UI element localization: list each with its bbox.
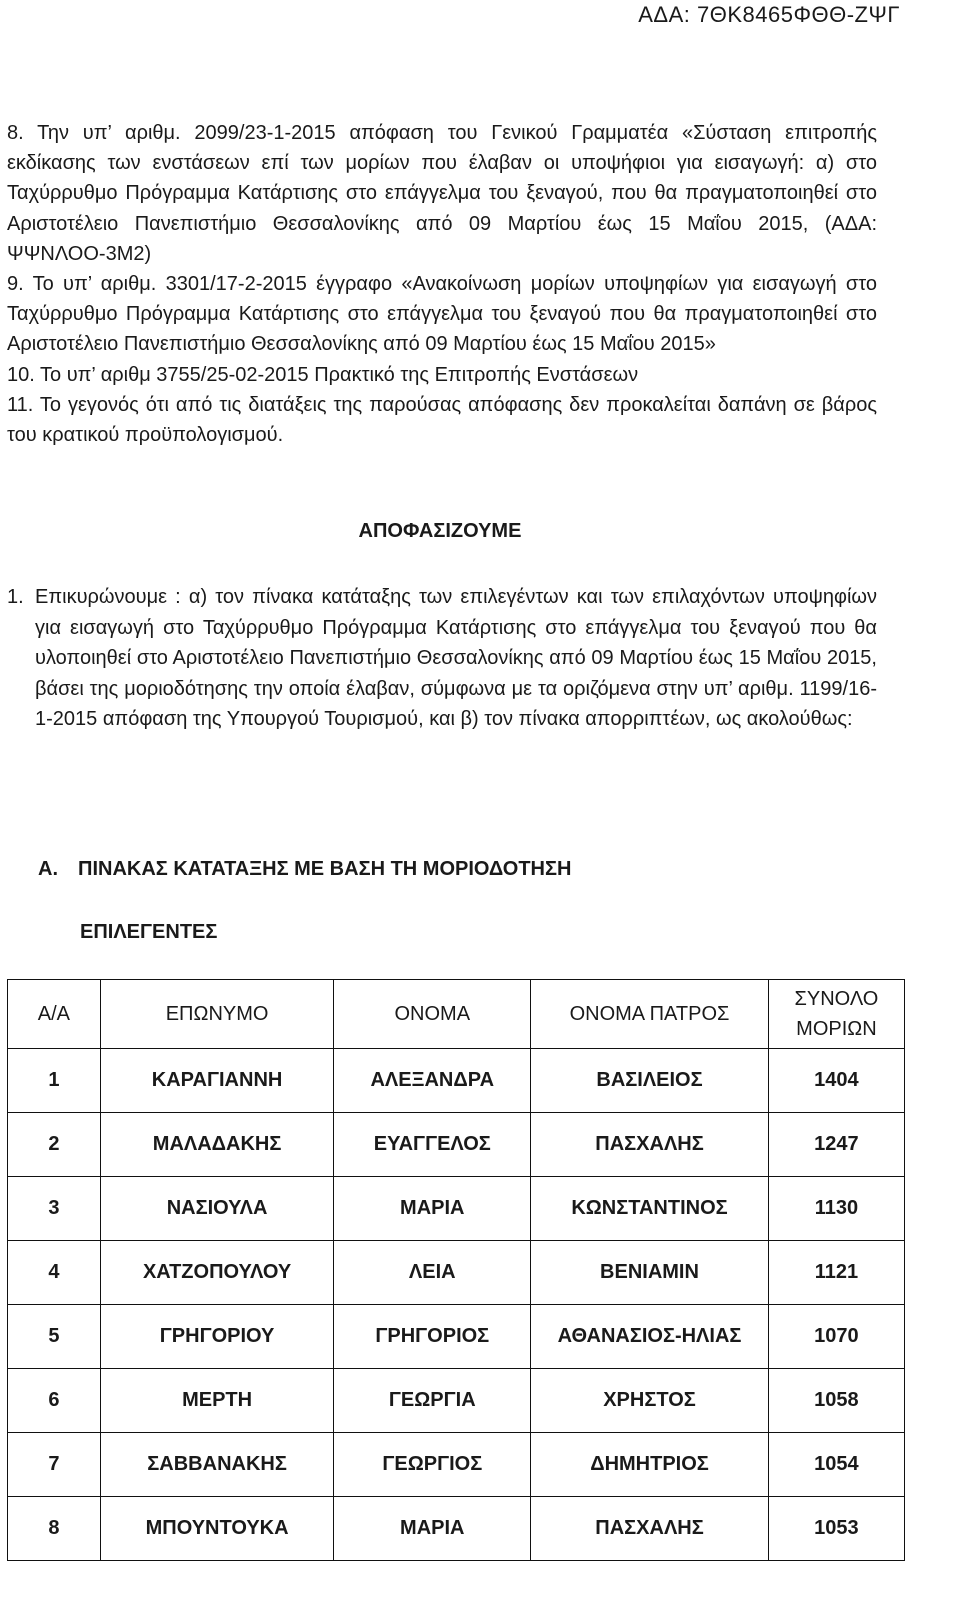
cell-father-name: ΠΑΣΧΑΛΗΣ <box>531 1113 769 1177</box>
cell-name: ΜΑΡΙΑ <box>334 1177 531 1241</box>
cell-aa: 8 <box>8 1497 101 1561</box>
ranking-table <box>7 979 905 1561</box>
cell-surname: ΜΠΟΥΝΤΟΥΚΑ <box>100 1497 334 1561</box>
header-surname: ΕΠΩΝΥΜΟ <box>100 980 334 1049</box>
header-aa: Α/Α <box>8 980 101 1049</box>
table-row <box>8 1049 905 1113</box>
header-total-points <box>768 980 904 1049</box>
table-row <box>8 1369 905 1433</box>
cell-aa: 2 <box>8 1113 101 1177</box>
cell-aa: 4 <box>8 1241 101 1305</box>
cell-total: 1247 <box>768 1113 904 1177</box>
cell-total: 1054 <box>768 1433 904 1497</box>
cell-name: ΛΕΙΑ <box>334 1241 531 1305</box>
cell-surname: ΜΑΛΑΔΑΚΗΣ <box>100 1113 334 1177</box>
cell-aa: 5 <box>8 1305 101 1369</box>
cell-total: 1121 <box>768 1241 904 1305</box>
cell-father-name: ΒΑΣΙΛΕΙΟΣ <box>531 1049 769 1113</box>
consideration-8: 8. Την υπ’ αριθμ. 2099/23-1-2015 απόφαση του Γενικού Γραμματέα «Σύσταση επιτροπής εκδίκασης των ενστάσεων επί των μορίων που έλαβαν οι υποψήφιοι για εισαγωγή: α) στο Ταχύρρυθμο Πρόγραμμα Κατάρτισης στο επάγγελμα του ξεναγού, που θα πραγματοποιηθεί στο Αριστοτέλειο Πανεπιστήμιο Θεσσαλονίκης από 09 Μαρτίου έως 15 Μαΐου 2015, (ΑΔΑ: ΨΨΝΛΟΟ-3Μ2) <box>7 122 877 265</box>
table-row <box>8 1497 905 1561</box>
cell-surname: ΣΑΒΒΑΝΑΚΗΣ <box>100 1433 334 1497</box>
decision-item <box>7 582 877 735</box>
cell-aa: 3 <box>8 1177 101 1241</box>
decision-heading: ΑΠΟΦΑΣΙΖΟΥΜΕ <box>358 520 522 542</box>
cell-aa: 1 <box>8 1049 101 1113</box>
section-subtitle: ΕΠΙΛΕΓΕΝΤΕΣ <box>80 921 218 943</box>
cell-name: ΕΥΑΓΓΕΛΟΣ <box>334 1113 531 1177</box>
table-row <box>8 1305 905 1369</box>
cell-surname: ΜΕΡΤΗ <box>100 1369 334 1433</box>
table-row <box>8 1177 905 1241</box>
cell-name: ΜΑΡΙΑ <box>334 1497 531 1561</box>
section-title-text: ΠΙΝΑΚΑΣ ΚΑΤΑΤΑΞΗΣ ΜΕ ΒΑΣΗ ΤΗ ΜΟΡΙΟΔΟΤΗΣΗ <box>78 858 572 880</box>
cell-total: 1058 <box>768 1369 904 1433</box>
consideration-10: 10. Το υπ’ αριθμ 3755/25-02-2015 Πρακτικό της Επιτροπής Ενστάσεων <box>7 363 639 386</box>
cell-aa: 6 <box>8 1369 101 1433</box>
cell-father-name: ΧΡΗΣΤΟΣ <box>531 1369 769 1433</box>
cell-surname: ΧΑΤΖΟΠΟΥΛΟΥ <box>100 1241 334 1305</box>
header-name: ΟΝΟΜΑ <box>334 980 531 1049</box>
cell-father-name: ΠΑΣΧΑΛΗΣ <box>531 1497 769 1561</box>
table-header-row <box>8 980 905 1049</box>
cell-total: 1070 <box>768 1305 904 1369</box>
cell-name: ΓΕΩΡΓΙΑ <box>334 1369 531 1433</box>
cell-surname: ΓΡΗΓΟΡΙΟΥ <box>100 1305 334 1369</box>
considerations-list <box>7 118 877 450</box>
section-title <box>38 858 571 881</box>
section-letter: Α. <box>38 858 58 880</box>
decision-number: 1. <box>7 586 24 608</box>
cell-father-name: ΔΗΜΗΤΡΙΟΣ <box>531 1433 769 1497</box>
ada-code: ΑΔΑ: 7ΘΚ8465ΦΘΘ-ΖΨΓ <box>638 2 900 27</box>
cell-name: ΑΛΕΞΑΝΔΡΑ <box>334 1049 531 1113</box>
cell-total: 1404 <box>768 1049 904 1113</box>
decision-text: Επικυρώνουμε : α) τον πίνακα κατάταξης των επιλεγέντων και των επιλαχόντων υποψηφίων για εισαγωγή στο Ταχύρρυθμο Πρόγραμμα Κατάρτισης στο επάγγελμα του ξεναγού που θα υλοποιηθεί στο Αριστοτέλειο Πανεπιστήμιο Θεσσαλονίκης από 09 Μαρτίου έως 15 Μαΐου 2015, βάσει της μοριοδότησης την οποία έλαβαν, σύμφωνα με τα οριζόμενα στην υπ’ αριθμ. 1199/16-1-2015 απόφαση της Υπουργού Τουρισμού, και β) τον πίνακα απορριπτέων, ως ακολούθως: <box>35 586 877 731</box>
table-row <box>8 1113 905 1177</box>
consideration-11: 11. Το γεγονός ότι από τις διατάξεις της παρούσας απόφασης δεν προκαλείται δαπάνη σε βάρος του κρατικού προϋπολογισμού. <box>7 393 877 447</box>
table-row <box>8 1241 905 1305</box>
cell-father-name: ΚΩΝΣΤΑΝΤΙΝΟΣ <box>531 1177 769 1241</box>
cell-father-name: ΒΕΝΙΑΜΙΝ <box>531 1241 769 1305</box>
cell-father-name: ΑΘΑΝΑΣΙΟΣ-ΗΛΙΑΣ <box>531 1305 769 1369</box>
cell-aa: 7 <box>8 1433 101 1497</box>
table-row <box>8 1433 905 1497</box>
header-total-line2: ΜΟΡΙΩΝ <box>796 1018 877 1040</box>
cell-total: 1130 <box>768 1177 904 1241</box>
cell-surname: ΚΑΡΑΓΙΑΝΝΗ <box>100 1049 334 1113</box>
header-total-line1: ΣΥΝΟΛΟ <box>794 988 879 1010</box>
consideration-9: 9. Το υπ’ αριθμ. 3301/17-2-2015 έγγραφο «Ανακοίνωση μορίων υποψηφίων για εισαγωγή στο Ταχύρρυθμο Πρόγραμμα Κατάρτισης στο επάγγελμα του ξεναγού που θα πραγματοποιηθεί στο Αριστοτέλειο Πανεπιστήμιο Θεσσαλονίκης από 09 Μαρτίου έως 15 Μαΐου 2015» <box>7 273 877 356</box>
cell-total: 1053 <box>768 1497 904 1561</box>
header-father-name: ΟΝΟΜΑ ΠΑΤΡΟΣ <box>531 980 769 1049</box>
cell-name: ΓΡΗΓΟΡΙΟΣ <box>334 1305 531 1369</box>
cell-surname: ΝΑΣΙΟΥΛΑ <box>100 1177 334 1241</box>
cell-name: ΓΕΩΡΓΙΟΣ <box>334 1433 531 1497</box>
